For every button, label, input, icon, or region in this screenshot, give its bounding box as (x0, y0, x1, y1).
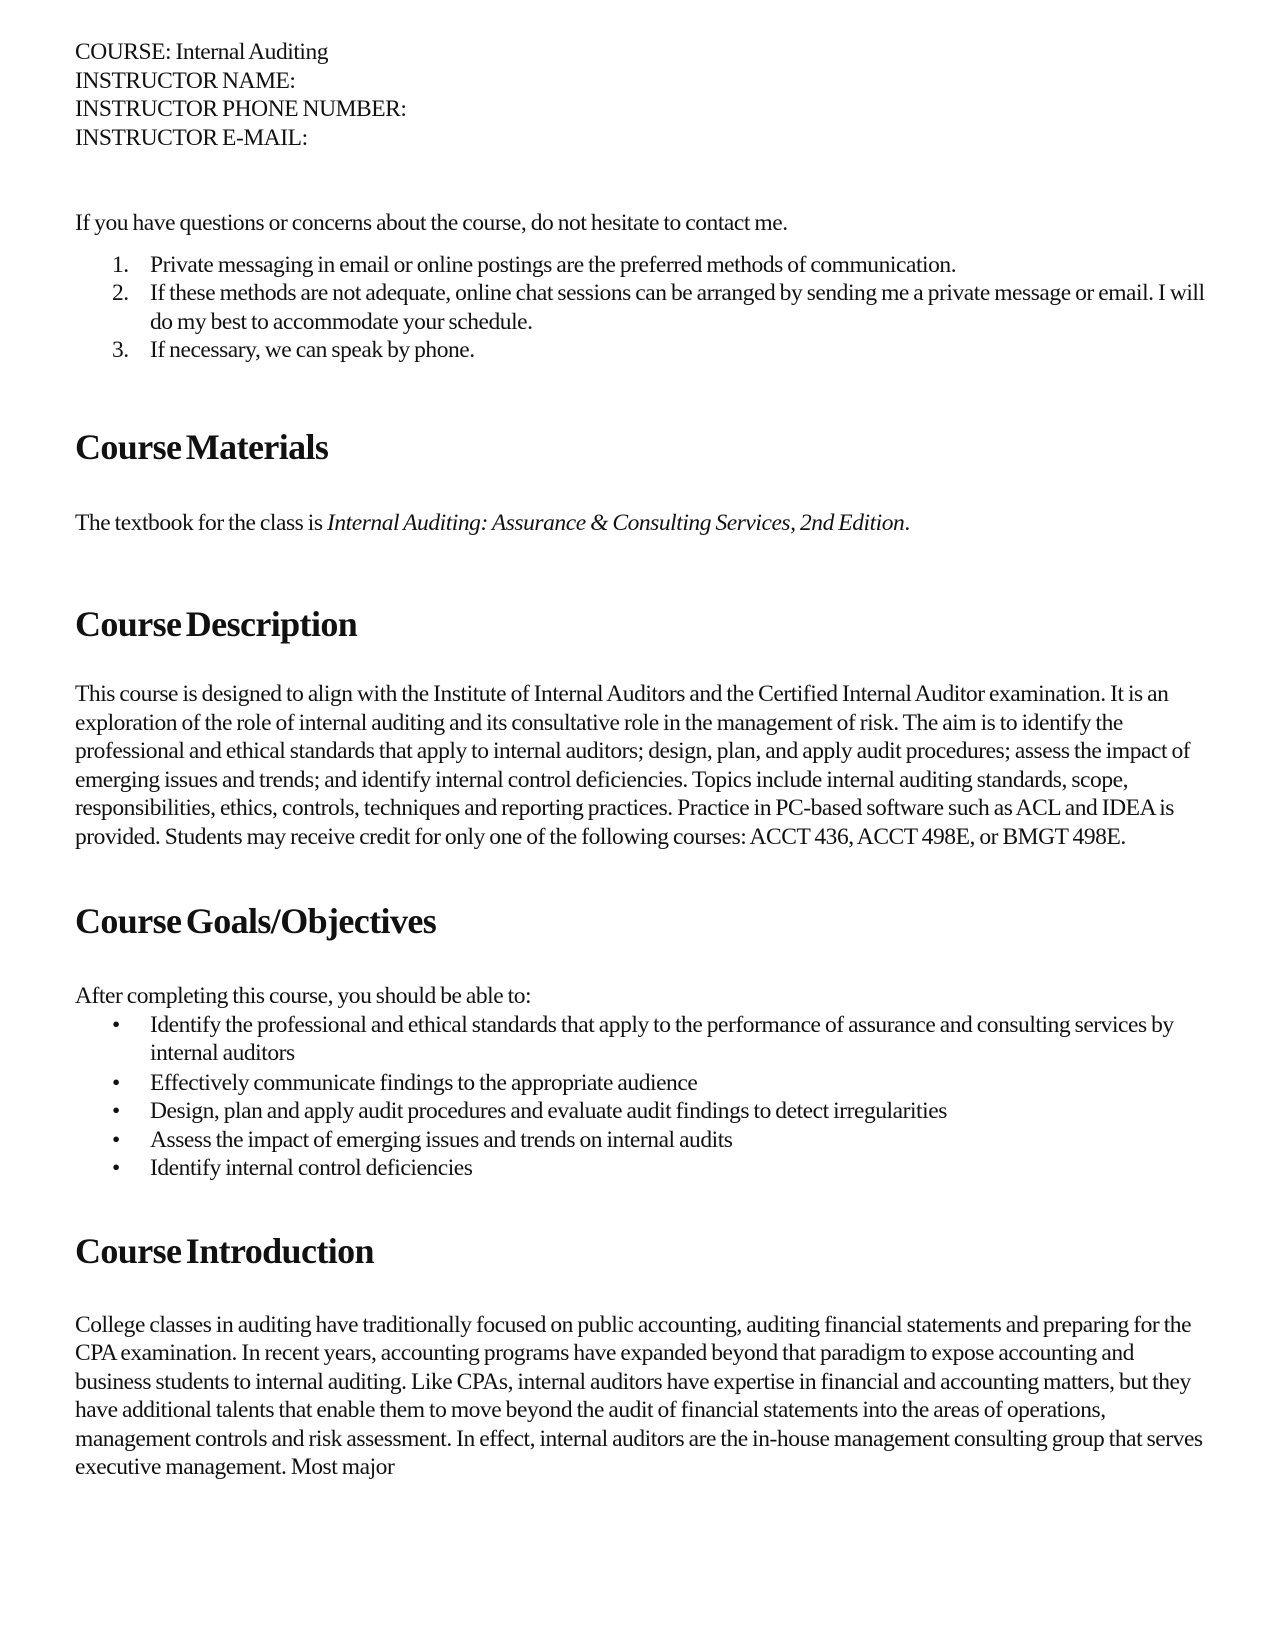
list-item-text: Design, plan and apply audit procedures and evaluate audit findings to detect irregularities (150, 1098, 947, 1124)
course-header (75, 38, 1205, 152)
bullet-icon: • (112, 1126, 120, 1153)
list-item-text: If necessary, we can speak by phone. (150, 337, 475, 363)
instructor-email: INSTRUCTOR E-MAIL: (75, 124, 308, 151)
list-number: 3. (112, 337, 129, 363)
list-number: 2. (112, 280, 129, 306)
course-name: COURSE: Internal Auditing (75, 39, 329, 65)
instructor-name: INSTRUCTOR NAME: (75, 67, 296, 94)
instructor-phone: INSTRUCTOR PHONE NUMBER: (75, 96, 407, 122)
course-introduction-text: College classes in auditing have traditionally focused on public accounting, auditing financial statements and preparing for the CPA examination. In recent years, accounting programs have expanded beyond that paradigm to expose accounting and business students to internal auditing. Like CPAs, internal auditors have expertise in financial and accounting matters, but they have additional talents that enable them to move beyond the audit of financial statements into the areas of operations, management controls and risk assessment. In effect, internal auditors are the in-house management consulting group that serves executive management. Most major (75, 1311, 1203, 1480)
bullet-icon: • (112, 1098, 120, 1124)
textbook-title: Internal Auditing: Assurance & Consulting Services, 2nd Edition (327, 509, 905, 536)
list-item-text: Identify the professional and ethical standards that apply to the performance of assurance and consulting services by internal auditors (150, 1011, 1174, 1066)
contact-methods-list (75, 251, 1205, 365)
bullet-icon: • (112, 1011, 120, 1038)
course-introduction-heading: Course Introduction (75, 1230, 374, 1271)
course-materials-text (75, 509, 1205, 538)
list-item (75, 1126, 1205, 1155)
course-description-text: This course is designed to align with the Institute of Internal Auditors and the Certified Internal Auditor examination. It is an exploration of the role of internal auditing and its consultative role in the management of risk. The aim is to identify the professional and ethical standards that apply to internal auditors; design, plan, and apply audit procedures; assess the impact of emerging issues and trends; and identify internal control deficiencies. Topics include internal auditing standards, scope, responsibilities, ethics, controls, techniques and reporting practices. Practice in PC-based software such as ACL and IDEA is provided. Students may receive credit for only one of the following courses: ACCT 436, ACCT 498E, or BMGT 498E. (75, 681, 1191, 850)
list-item-text: Assess the impact of emerging issues and trends on internal audits (150, 1126, 733, 1153)
list-item-text: Effectively communicate findings to the appropriate audience (150, 1069, 698, 1096)
course-description-heading: Course Description (75, 604, 358, 644)
list-item (75, 1011, 1205, 1068)
contact-intro: If you have questions or concerns about the course, do not hesitate to contact me. (75, 210, 788, 236)
document-page (75, 38, 1205, 1482)
bullet-icon: • (112, 1155, 120, 1181)
list-item-text: If these methods are not adequate, online chat sessions can be arranged by sending me a private message or email. I will do my best to accommodate your schedule. (150, 280, 1205, 335)
list-item (75, 1154, 1205, 1183)
course-goals-heading: Course Goals/Objectives (75, 901, 437, 941)
list-item (75, 1069, 1205, 1098)
list-item-text: Identify internal control deficiencies (150, 1155, 473, 1181)
list-item-text: Private messaging in email or online postings are the preferred methods of communication. (150, 251, 957, 278)
list-number: 1. (112, 251, 129, 278)
course-materials-heading: Course Materials (75, 426, 329, 467)
course-goals-list (75, 1011, 1205, 1183)
materials-text-before: The textbook for the class is (75, 509, 327, 536)
list-item (75, 336, 1205, 365)
materials-text-after: . (904, 509, 910, 536)
list-item (75, 1097, 1205, 1126)
bullet-icon: • (112, 1069, 120, 1096)
list-item (75, 279, 1205, 336)
list-item (75, 251, 1205, 280)
course-goals-intro: After completing this course, you should be able to: (75, 983, 532, 1009)
